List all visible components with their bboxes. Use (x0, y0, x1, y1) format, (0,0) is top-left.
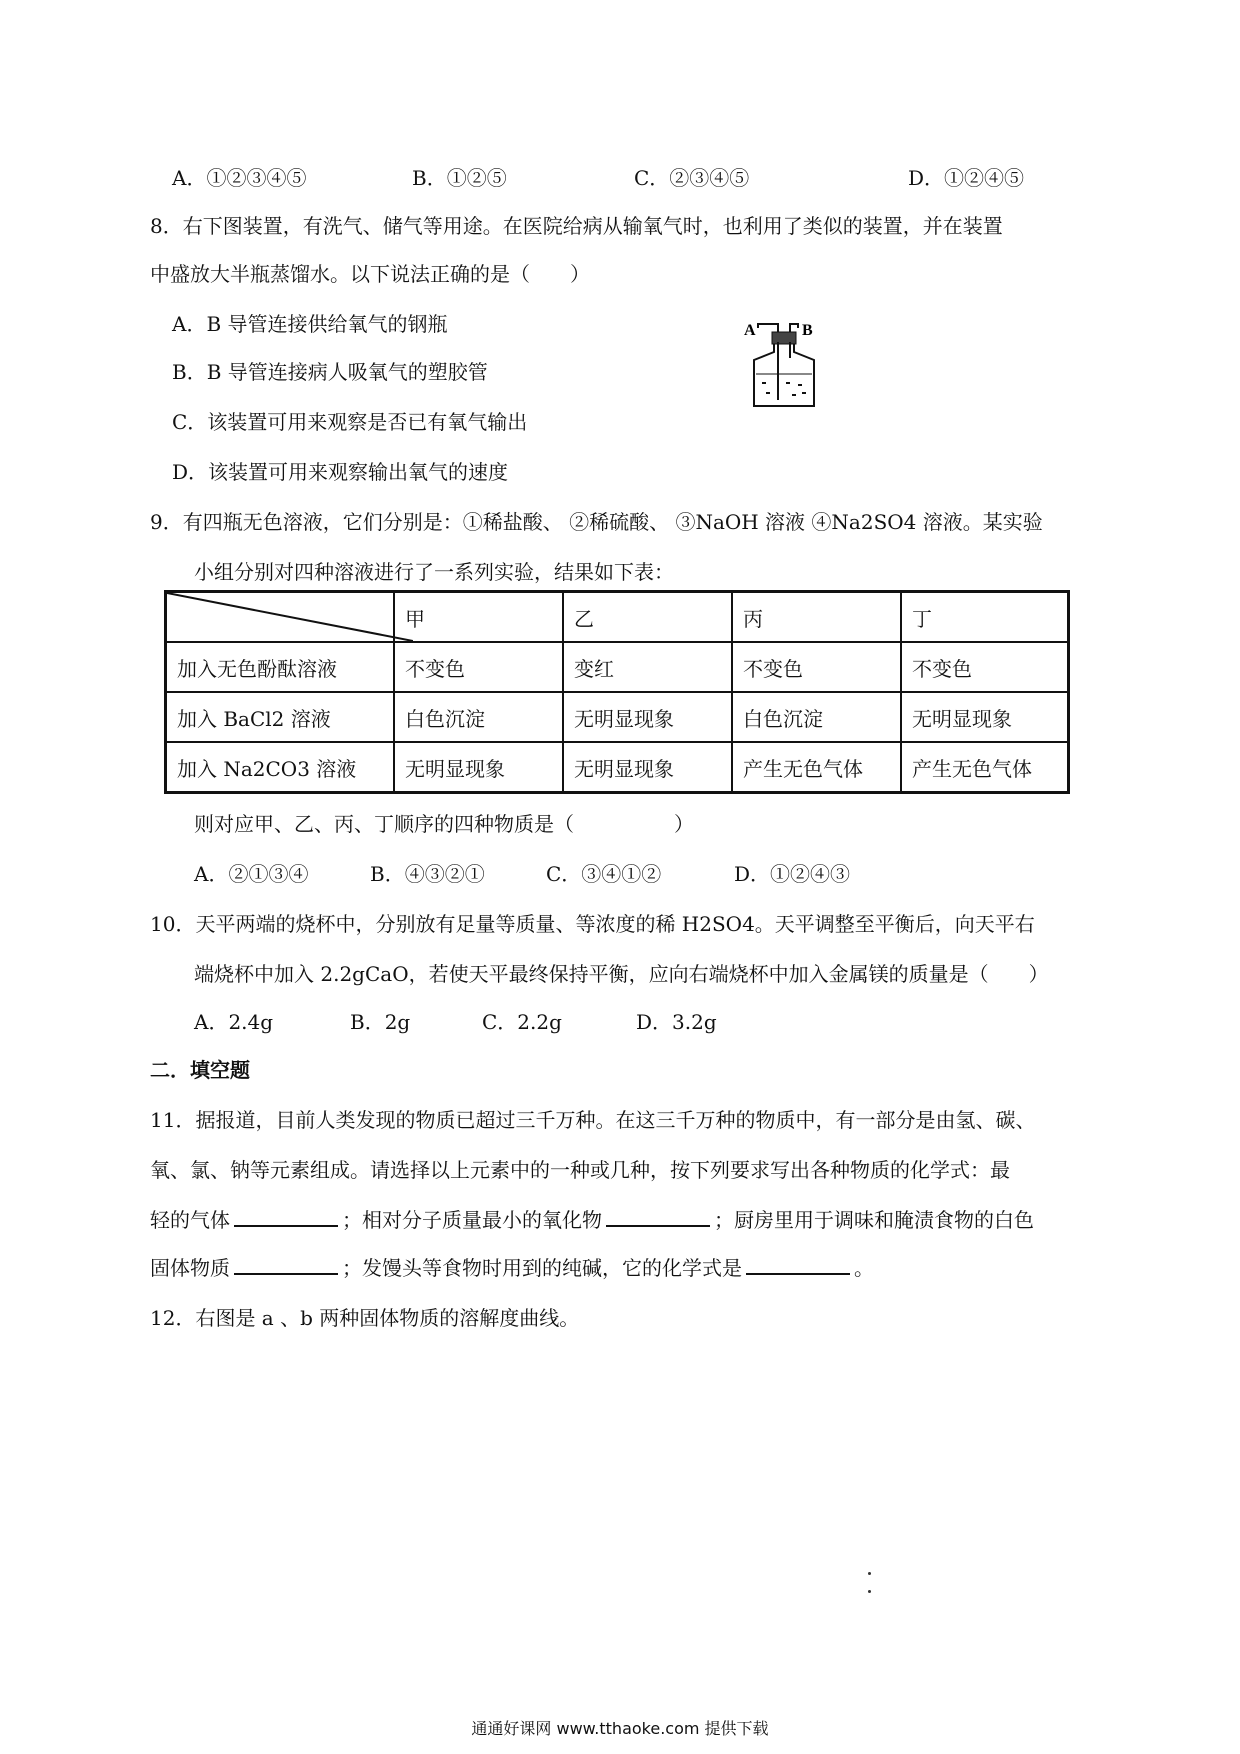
q11-line4 (150, 1252, 874, 1281)
table-row-label: 加入无色酚酞溶液 (166, 642, 395, 692)
table-header-cell: 丙 (732, 592, 901, 643)
table-row-label: 加入 Na2CO3 溶液 (166, 742, 395, 793)
experiment-results-table (164, 590, 1070, 794)
q9-question: 则对应甲、乙、丙、丁顺序的四种物质是（ ） (194, 812, 694, 836)
stray-dot (868, 1572, 871, 1575)
q8-option-c: C．该装置可用来观察是否已有氧气输出 (172, 410, 528, 434)
table-cell: 不变色 (901, 642, 1069, 692)
table-row-label: 加入 BaCl2 溶液 (166, 692, 395, 742)
q11-text: ；相对分子质量最小的氧化物 (342, 1208, 602, 1232)
section-title: 二．填空题 (150, 1058, 250, 1082)
q10-option-a: A．2.4g (194, 1010, 274, 1034)
answer-blank[interactable] (234, 1207, 338, 1227)
q7-option-c: C．②③④⑤ (634, 166, 750, 190)
q9-option-d: D．①②④③ (734, 862, 851, 886)
table-cell: 无明显现象 (394, 742, 563, 793)
gas-washing-bottle-figure (740, 312, 830, 412)
diagonal-divider (167, 593, 413, 641)
table-cell: 白色沉淀 (732, 692, 901, 742)
q8-stem-line1: 8．右下图装置，有洗气、储气等用途。在医院给病从输氧气时，也利用了类似的装置，并在装置 (150, 214, 1003, 238)
q9-stem-line1: 9．有四瓶无色溶液，它们分别是：①稀盐酸、 ②稀硫酸、 ③NaOH 溶液 ④Na2SO4 溶液。某实验 (150, 510, 1043, 534)
table-header-row (166, 592, 1069, 643)
table-cell: 无明显现象 (563, 742, 732, 793)
table-cell: 不变色 (732, 642, 901, 692)
q10-option-b: B．2g (350, 1010, 411, 1034)
table-cell: 白色沉淀 (394, 692, 563, 742)
q9-stem-line2: 小组分别对四种溶液进行了一系列实验，结果如下表： (194, 560, 674, 584)
q10-option-c: C．2.2g (482, 1010, 562, 1034)
table-cell: 产生无色气体 (901, 742, 1069, 793)
q11-line3 (150, 1204, 1034, 1233)
table-cell: 无明显现象 (901, 692, 1069, 742)
answer-blank[interactable] (746, 1255, 850, 1275)
q11-line1: 11．据报道，目前人类发现的物质已超过三千万种。在这三千万种的物质中，有一部分是由氢、碳、 (150, 1108, 1036, 1132)
q11-text: ；厨房里用于调味和腌渍食物的白色 (714, 1208, 1034, 1232)
figure-label-b: B (802, 322, 813, 339)
page-footer: 通通好课网 www.tthaoke.com 提供下载 (471, 1719, 769, 1738)
figure-label-a: A (744, 322, 756, 339)
q11-text: 轻的气体 (150, 1208, 230, 1232)
q9-option-c: C．③④①② (546, 862, 662, 886)
q9-option-b: B．④③②① (370, 862, 485, 886)
table-corner-cell (166, 592, 395, 643)
table-header-cell: 丁 (901, 592, 1069, 643)
table-cell: 产生无色气体 (732, 742, 901, 793)
q10-stem-line2: 端烧杯中加入 2.2gCaO，若使天平最终保持平衡，应向右端烧杯中加入金属镁的质量是（ ） (194, 962, 1049, 986)
table-cell: 变红 (563, 642, 732, 692)
q8-stem-line2: 中盛放大半瓶蒸馏水。以下说法正确的是（ ） (150, 262, 590, 286)
table-header-cell: 乙 (563, 592, 732, 643)
table-cell: 不变色 (394, 642, 563, 692)
q8-option-b: B．B 导管连接病人吸氧气的塑胶管 (172, 360, 488, 384)
answer-blank[interactable] (234, 1255, 338, 1275)
q11-text: 。 (854, 1256, 874, 1280)
q11-text: ；发馒头等食物时用到的纯碱，它的化学式是 (342, 1256, 742, 1280)
q11-line2: 氧、氯、钠等元素组成。请选择以上元素中的一种或几种，按下列要求写出各种物质的化学式：最 (150, 1158, 1010, 1182)
q8-option-d: D．该装置可用来观察输出氧气的速度 (172, 460, 509, 484)
q10-option-d: D．3.2g (636, 1010, 717, 1034)
q7-option-d: D．①②④⑤ (908, 166, 1025, 190)
table-row (166, 642, 1069, 692)
stray-dot (868, 1590, 871, 1593)
q11-text: 固体物质 (150, 1256, 230, 1280)
table-cell: 无明显现象 (563, 692, 732, 742)
table-header-cell: 甲 (394, 592, 563, 643)
q8-option-a: A．B 导管连接供给氧气的钢瓶 (172, 312, 448, 336)
q7-option-a: A．①②③④⑤ (172, 166, 307, 190)
q9-option-a: A．②①③④ (194, 862, 309, 886)
answer-blank[interactable] (606, 1207, 710, 1227)
q10-stem-line1: 10．天平两端的烧杯中，分别放有足量等质量、等浓度的稀 H2SO4。天平调整至平衡后，向天平右 (150, 912, 1035, 936)
table-row (166, 692, 1069, 742)
q12-line1: 12．右图是 a 、b 两种固体物质的溶解度曲线。 (150, 1306, 580, 1330)
table-row (166, 742, 1069, 793)
q7-option-b: B．①②⑤ (412, 166, 507, 190)
